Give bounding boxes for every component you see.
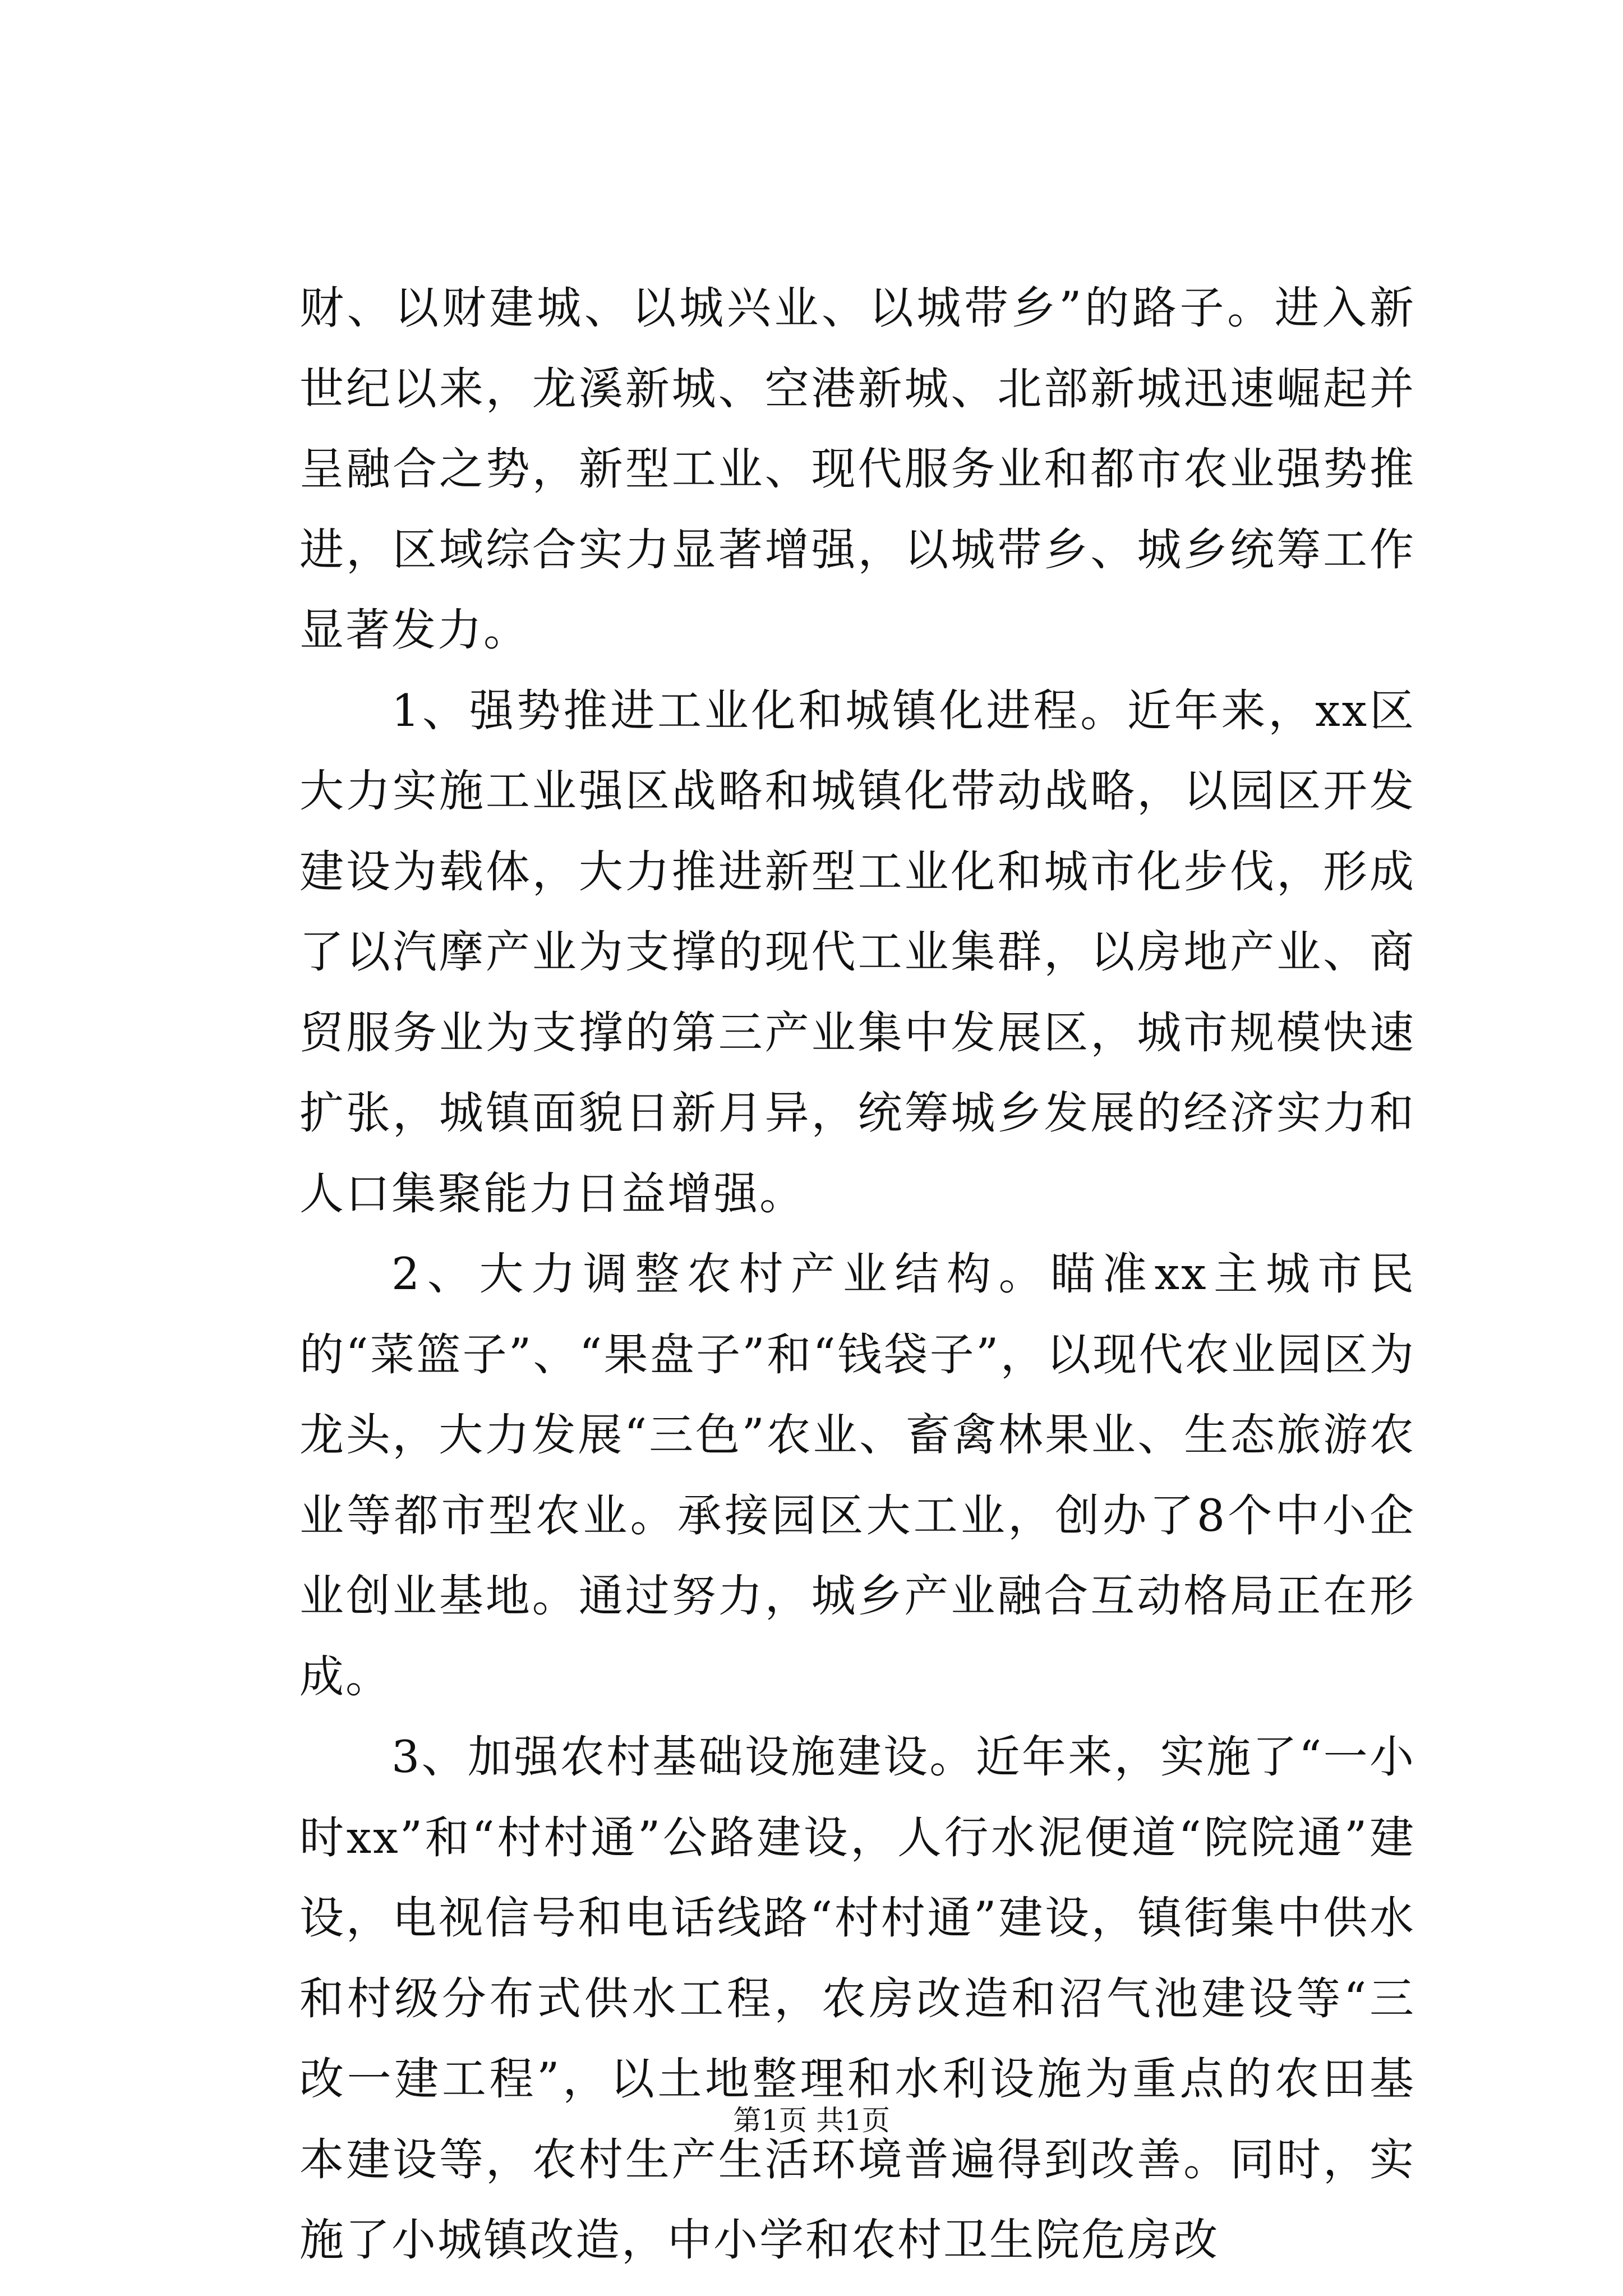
page-footer: 第1页 共1页 — [733, 2104, 890, 2137]
document-body — [299, 268, 1415, 2281]
paragraph-continuation: 财、以财建城、以城兴业、以城带乡”的路子。进入新世纪以来，龙溪新城、空港新城、北部新城迅速崛起并呈融合之势，新型工业、现代服务业和都市农业强势推进，区域综合实力显著增强，以城带乡、城乡统筹工作显著发力。 — [299, 282, 1415, 656]
paragraph-item-3: 3、加强农村基础设施建设。近年来，实施了“一小时xx”和“村村通”公路建设，人行水泥便道“院院通”建设，电视信号和电话线路“村村通”建设，镇街集中供水和村级分布式供水工程，农房改造和沼气池建设等“三改一建工程”，以土地整理和水利设施为重点的农田基本建设等，农村生产生活环境普遍得到改善。同时，实施了小城镇改造，中小学和农村卫生院危房改 — [299, 1731, 1415, 2266]
paragraph-item-2: 2、大力调整农村产业结构。瞄准xx主城市民的“菜篮子”、“果盘子”和“钱袋子”，以现代农业园区为龙头，大力发展“三色”农业、畜禽林果业、生态旅游农业等都市型农业。承接园区大工业，创办了8个中小企业创业基地。通过努力，城乡产业融合互动格局正在形成。 — [299, 1248, 1415, 1703]
paragraph-item-1: 1、强势推进工业化和城镇化进程。近年来，xx区大力实施工业强区战略和城镇化带动战略，以园区开发建设为载体，大力推进新型工业化和城市化步伐，形成了以汽摩产业为支撑的现代工业集群，以房地产业、商贸服务业为支撑的第三产业集中发展区，城市规模快速扩张，城镇面貌日新月异，统筹城乡发展的经济实力和人口集聚能力日益增强。 — [299, 684, 1415, 1220]
